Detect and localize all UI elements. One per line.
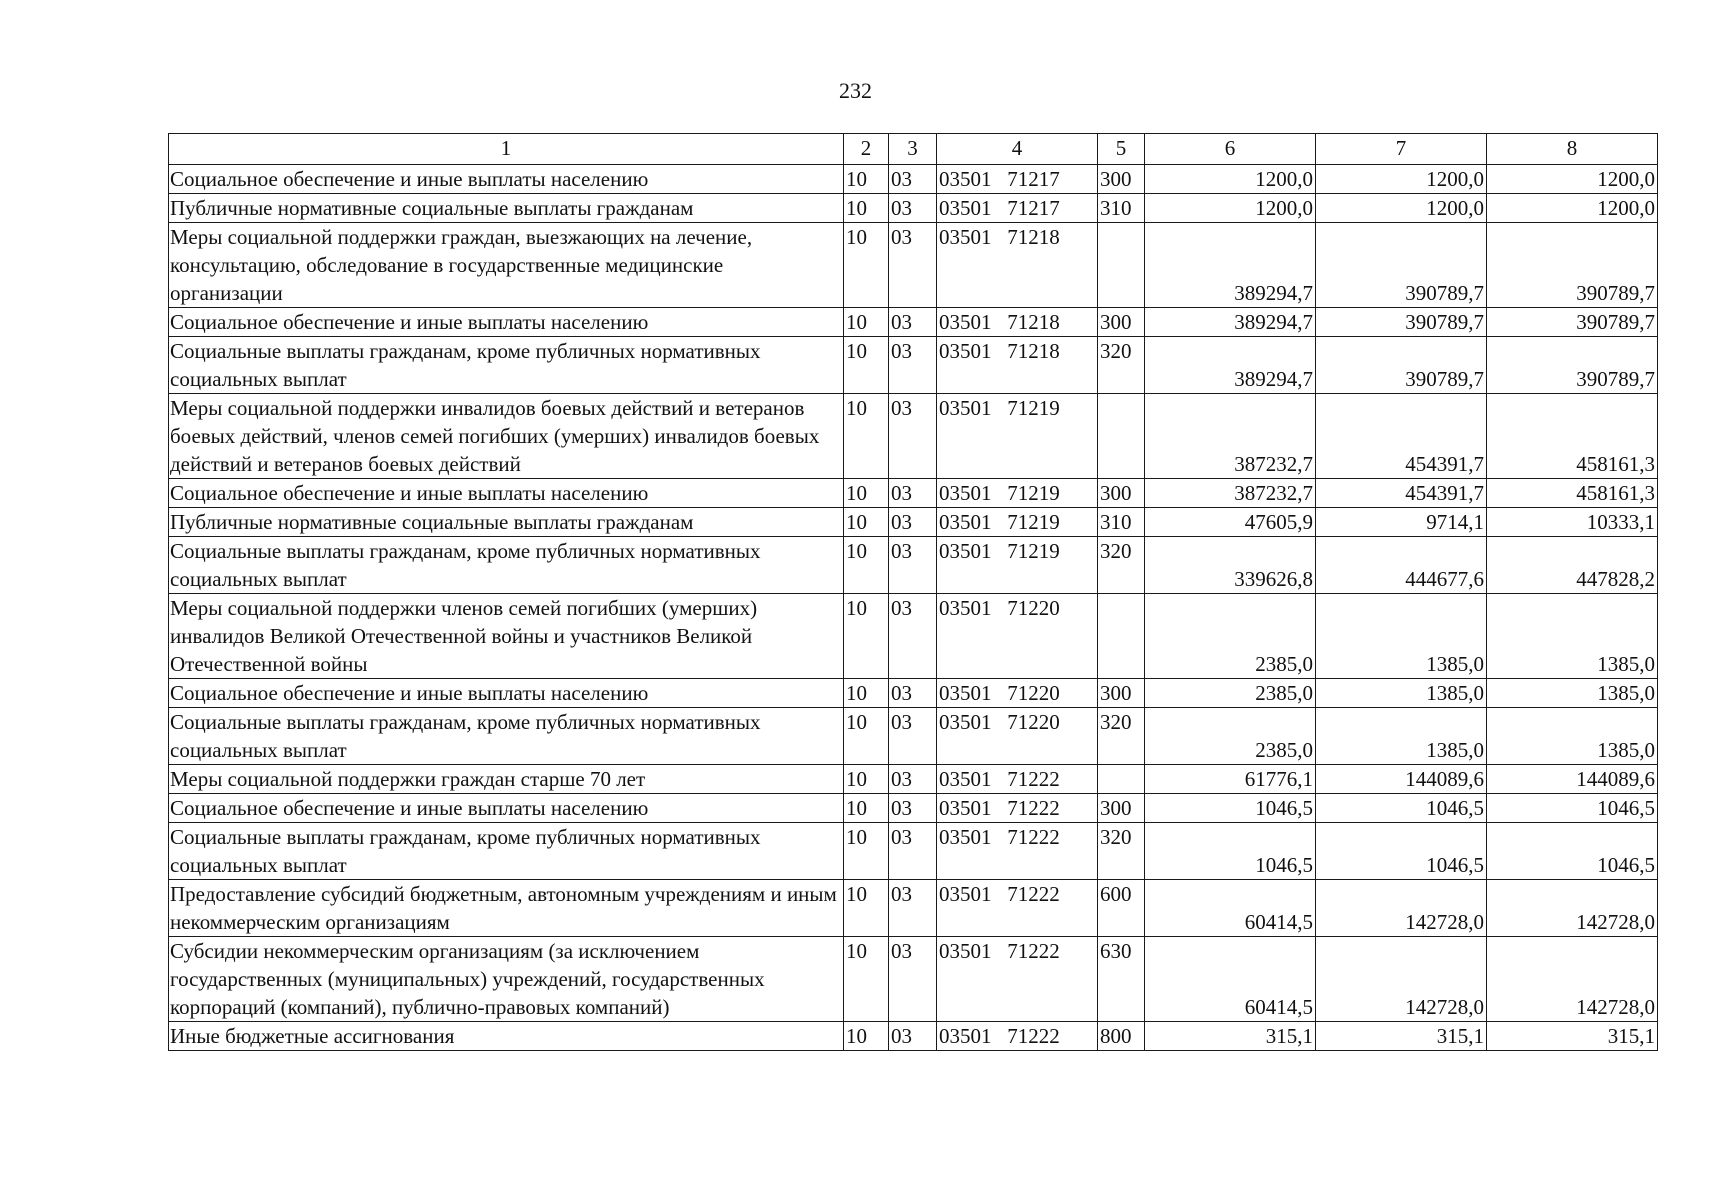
amount-col7-cell: 1046,5 bbox=[1316, 794, 1487, 823]
section-code-cell: 10 bbox=[844, 337, 889, 394]
subsection-code-cell: 03 bbox=[889, 823, 937, 880]
target-article-cell: 03501 71219 bbox=[937, 537, 1098, 594]
table-body bbox=[169, 165, 1658, 1051]
expense-type-cell: 310 bbox=[1098, 508, 1145, 537]
expense-type-cell: 300 bbox=[1098, 479, 1145, 508]
item-name-cell: Социальное обеспечение и иные выплаты населению bbox=[169, 479, 844, 508]
target-article-cell: 03501 71222 bbox=[937, 1022, 1098, 1051]
amount-col8-cell: 1046,5 bbox=[1487, 823, 1658, 880]
item-name-cell: Субсидии некоммерческим организациям (за исключением государственных (муниципальных) учреждений, государственных корпораций (компаний), публично-правовых компаний) bbox=[169, 937, 844, 1022]
expense-type-cell bbox=[1098, 765, 1145, 794]
table-row bbox=[169, 194, 1658, 223]
page-number: 232 bbox=[839, 78, 872, 103]
section-code-cell: 10 bbox=[844, 594, 889, 679]
table-row bbox=[169, 223, 1658, 308]
table-row bbox=[169, 308, 1658, 337]
amount-col7-cell: 142728,0 bbox=[1316, 880, 1487, 937]
subsection-code-cell: 03 bbox=[889, 794, 937, 823]
item-name-cell: Меры социальной поддержки инвалидов боевых действий и ветеранов боевых действий, членов семей погибших (умерших) инвалидов боевых действий и ветеранов боевых действий bbox=[169, 394, 844, 479]
target-article-cell: 03501 71219 bbox=[937, 479, 1098, 508]
subsection-code-cell: 03 bbox=[889, 479, 937, 508]
target-article-cell: 03501 71222 bbox=[937, 794, 1098, 823]
amount-col8-cell: 142728,0 bbox=[1487, 880, 1658, 937]
target-article-cell: 03501 71220 bbox=[937, 708, 1098, 765]
target-article-cell: 03501 71222 bbox=[937, 937, 1098, 1022]
subsection-code-cell: 03 bbox=[889, 308, 937, 337]
expense-type-cell: 320 bbox=[1098, 537, 1145, 594]
amount-col7-cell: 454391,7 bbox=[1316, 479, 1487, 508]
amount-col6-cell: 389294,7 bbox=[1145, 308, 1316, 337]
target-article-cell: 03501 71218 bbox=[937, 337, 1098, 394]
amount-col6-cell: 339626,8 bbox=[1145, 537, 1316, 594]
target-article-cell: 03501 71222 bbox=[937, 765, 1098, 794]
item-name-cell: Меры социальной поддержки граждан, выезжающих на лечение, консультацию, обследование в государственные медицинские организации bbox=[169, 223, 844, 308]
table-row bbox=[169, 1022, 1658, 1051]
amount-col8-cell: 390789,7 bbox=[1487, 337, 1658, 394]
amount-col6-cell: 1046,5 bbox=[1145, 794, 1316, 823]
target-article-cell: 03501 71220 bbox=[937, 679, 1098, 708]
expense-type-cell: 320 bbox=[1098, 708, 1145, 765]
expense-type-cell: 800 bbox=[1098, 1022, 1145, 1051]
subsection-code-cell: 03 bbox=[889, 880, 937, 937]
amount-col8-cell: 458161,3 bbox=[1487, 479, 1658, 508]
column-header: 7 bbox=[1316, 134, 1487, 165]
amount-col7-cell: 1046,5 bbox=[1316, 823, 1487, 880]
item-name-cell: Социальное обеспечение и иные выплаты населению bbox=[169, 794, 844, 823]
amount-col7-cell: 390789,7 bbox=[1316, 223, 1487, 308]
expense-type-cell: 320 bbox=[1098, 337, 1145, 394]
item-name-cell: Меры социальной поддержки граждан старше 70 лет bbox=[169, 765, 844, 794]
amount-col7-cell: 144089,6 bbox=[1316, 765, 1487, 794]
amount-col8-cell: 144089,6 bbox=[1487, 765, 1658, 794]
amount-col8-cell: 390789,7 bbox=[1487, 223, 1658, 308]
section-code-cell: 10 bbox=[844, 1022, 889, 1051]
item-name-cell: Социальные выплаты гражданам, кроме публичных нормативных социальных выплат bbox=[169, 337, 844, 394]
amount-col7-cell: 390789,7 bbox=[1316, 308, 1487, 337]
target-article-cell: 03501 71219 bbox=[937, 394, 1098, 479]
section-code-cell: 10 bbox=[844, 308, 889, 337]
amount-col6-cell: 1046,5 bbox=[1145, 823, 1316, 880]
table-row bbox=[169, 479, 1658, 508]
target-article-cell: 03501 71217 bbox=[937, 165, 1098, 194]
table-row bbox=[169, 823, 1658, 880]
section-code-cell: 10 bbox=[844, 679, 889, 708]
section-code-cell: 10 bbox=[844, 394, 889, 479]
amount-col7-cell: 315,1 bbox=[1316, 1022, 1487, 1051]
amount-col8-cell: 1385,0 bbox=[1487, 594, 1658, 679]
section-code-cell: 10 bbox=[844, 823, 889, 880]
expense-type-cell: 300 bbox=[1098, 679, 1145, 708]
subsection-code-cell: 03 bbox=[889, 194, 937, 223]
section-code-cell: 10 bbox=[844, 194, 889, 223]
subsection-code-cell: 03 bbox=[889, 394, 937, 479]
column-header: 6 bbox=[1145, 134, 1316, 165]
amount-col7-cell: 454391,7 bbox=[1316, 394, 1487, 479]
subsection-code-cell: 03 bbox=[889, 1022, 937, 1051]
target-article-cell: 03501 71218 bbox=[937, 308, 1098, 337]
section-code-cell: 10 bbox=[844, 508, 889, 537]
section-code-cell: 10 bbox=[844, 794, 889, 823]
amount-col6-cell: 47605,9 bbox=[1145, 508, 1316, 537]
expense-type-cell bbox=[1098, 394, 1145, 479]
item-name-cell: Публичные нормативные социальные выплаты гражданам bbox=[169, 194, 844, 223]
amount-col7-cell: 142728,0 bbox=[1316, 937, 1487, 1022]
amount-col8-cell: 447828,2 bbox=[1487, 537, 1658, 594]
table-row bbox=[169, 794, 1658, 823]
expense-type-cell: 300 bbox=[1098, 794, 1145, 823]
target-article-cell: 03501 71219 bbox=[937, 508, 1098, 537]
amount-col8-cell: 458161,3 bbox=[1487, 394, 1658, 479]
amount-col7-cell: 1385,0 bbox=[1316, 594, 1487, 679]
budget-table bbox=[168, 133, 1658, 1051]
expense-type-cell: 310 bbox=[1098, 194, 1145, 223]
column-header: 8 bbox=[1487, 134, 1658, 165]
subsection-code-cell: 03 bbox=[889, 594, 937, 679]
subsection-code-cell: 03 bbox=[889, 537, 937, 594]
amount-col6-cell: 389294,7 bbox=[1145, 337, 1316, 394]
amount-col6-cell: 387232,7 bbox=[1145, 394, 1316, 479]
table-row bbox=[169, 708, 1658, 765]
amount-col8-cell: 315,1 bbox=[1487, 1022, 1658, 1051]
table-row bbox=[169, 880, 1658, 937]
expense-type-cell bbox=[1098, 594, 1145, 679]
target-article-cell: 03501 71222 bbox=[937, 823, 1098, 880]
subsection-code-cell: 03 bbox=[889, 165, 937, 194]
amount-col6-cell: 387232,7 bbox=[1145, 479, 1316, 508]
amount-col6-cell: 1200,0 bbox=[1145, 194, 1316, 223]
target-article-cell: 03501 71217 bbox=[937, 194, 1098, 223]
amount-col7-cell: 1200,0 bbox=[1316, 194, 1487, 223]
column-header: 3 bbox=[889, 134, 937, 165]
amount-col6-cell: 60414,5 bbox=[1145, 937, 1316, 1022]
subsection-code-cell: 03 bbox=[889, 708, 937, 765]
amount-col8-cell: 10333,1 bbox=[1487, 508, 1658, 537]
amount-col6-cell: 2385,0 bbox=[1145, 679, 1316, 708]
column-header: 1 bbox=[169, 134, 844, 165]
table-row bbox=[169, 508, 1658, 537]
table-row bbox=[169, 337, 1658, 394]
target-article-cell: 03501 71218 bbox=[937, 223, 1098, 308]
item-name-cell: Иные бюджетные ассигнования bbox=[169, 1022, 844, 1051]
amount-col8-cell: 1385,0 bbox=[1487, 679, 1658, 708]
item-name-cell: Публичные нормативные социальные выплаты гражданам bbox=[169, 508, 844, 537]
amount-col8-cell: 1200,0 bbox=[1487, 194, 1658, 223]
section-code-cell: 10 bbox=[844, 165, 889, 194]
amount-col7-cell: 9714,1 bbox=[1316, 508, 1487, 537]
target-article-cell: 03501 71220 bbox=[937, 594, 1098, 679]
column-header: 4 bbox=[937, 134, 1098, 165]
amount-col8-cell: 142728,0 bbox=[1487, 937, 1658, 1022]
amount-col8-cell: 1046,5 bbox=[1487, 794, 1658, 823]
column-header: 5 bbox=[1098, 134, 1145, 165]
item-name-cell: Социальные выплаты гражданам, кроме публичных нормативных социальных выплат bbox=[169, 708, 844, 765]
expense-type-cell: 600 bbox=[1098, 880, 1145, 937]
table-row bbox=[169, 594, 1658, 679]
amount-col8-cell: 390789,7 bbox=[1487, 308, 1658, 337]
section-code-cell: 10 bbox=[844, 937, 889, 1022]
subsection-code-cell: 03 bbox=[889, 223, 937, 308]
amount-col7-cell: 444677,6 bbox=[1316, 537, 1487, 594]
amount-col8-cell: 1200,0 bbox=[1487, 165, 1658, 194]
section-code-cell: 10 bbox=[844, 708, 889, 765]
item-name-cell: Социальные выплаты гражданам, кроме публичных нормативных социальных выплат bbox=[169, 537, 844, 594]
table-row bbox=[169, 394, 1658, 479]
item-name-cell: Социальное обеспечение и иные выплаты населению bbox=[169, 679, 844, 708]
amount-col7-cell: 1385,0 bbox=[1316, 679, 1487, 708]
column-header: 2 bbox=[844, 134, 889, 165]
subsection-code-cell: 03 bbox=[889, 337, 937, 394]
section-code-cell: 10 bbox=[844, 880, 889, 937]
item-name-cell: Предоставление субсидий бюджетным, автономным учреждениям и иным некоммерческим организациям bbox=[169, 880, 844, 937]
subsection-code-cell: 03 bbox=[889, 937, 937, 1022]
table-row bbox=[169, 537, 1658, 594]
amount-col6-cell: 389294,7 bbox=[1145, 223, 1316, 308]
item-name-cell: Социальное обеспечение и иные выплаты населению bbox=[169, 308, 844, 337]
table-row bbox=[169, 679, 1658, 708]
item-name-cell: Социальные выплаты гражданам, кроме публичных нормативных социальных выплат bbox=[169, 823, 844, 880]
amount-col7-cell: 390789,7 bbox=[1316, 337, 1487, 394]
expense-type-cell: 630 bbox=[1098, 937, 1145, 1022]
table-row bbox=[169, 765, 1658, 794]
section-code-cell: 10 bbox=[844, 479, 889, 508]
item-name-cell: Социальное обеспечение и иные выплаты населению bbox=[169, 165, 844, 194]
subsection-code-cell: 03 bbox=[889, 765, 937, 794]
amount-col6-cell: 2385,0 bbox=[1145, 594, 1316, 679]
amount-col7-cell: 1385,0 bbox=[1316, 708, 1487, 765]
amount-col6-cell: 61776,1 bbox=[1145, 765, 1316, 794]
section-code-cell: 10 bbox=[844, 765, 889, 794]
amount-col6-cell: 60414,5 bbox=[1145, 880, 1316, 937]
item-name-cell: Меры социальной поддержки членов семей погибших (умерших) инвалидов Великой Отечественной войны и участников Великой Отечественной войны bbox=[169, 594, 844, 679]
expense-type-cell bbox=[1098, 223, 1145, 308]
amount-col6-cell: 315,1 bbox=[1145, 1022, 1316, 1051]
amount-col8-cell: 1385,0 bbox=[1487, 708, 1658, 765]
header-row bbox=[169, 134, 1658, 165]
target-article-cell: 03501 71222 bbox=[937, 880, 1098, 937]
section-code-cell: 10 bbox=[844, 223, 889, 308]
expense-type-cell: 320 bbox=[1098, 823, 1145, 880]
expense-type-cell: 300 bbox=[1098, 165, 1145, 194]
amount-col6-cell: 2385,0 bbox=[1145, 708, 1316, 765]
expense-type-cell: 300 bbox=[1098, 308, 1145, 337]
table-row bbox=[169, 937, 1658, 1022]
amount-col6-cell: 1200,0 bbox=[1145, 165, 1316, 194]
section-code-cell: 10 bbox=[844, 537, 889, 594]
subsection-code-cell: 03 bbox=[889, 679, 937, 708]
subsection-code-cell: 03 bbox=[889, 508, 937, 537]
table-row bbox=[169, 165, 1658, 194]
amount-col7-cell: 1200,0 bbox=[1316, 165, 1487, 194]
